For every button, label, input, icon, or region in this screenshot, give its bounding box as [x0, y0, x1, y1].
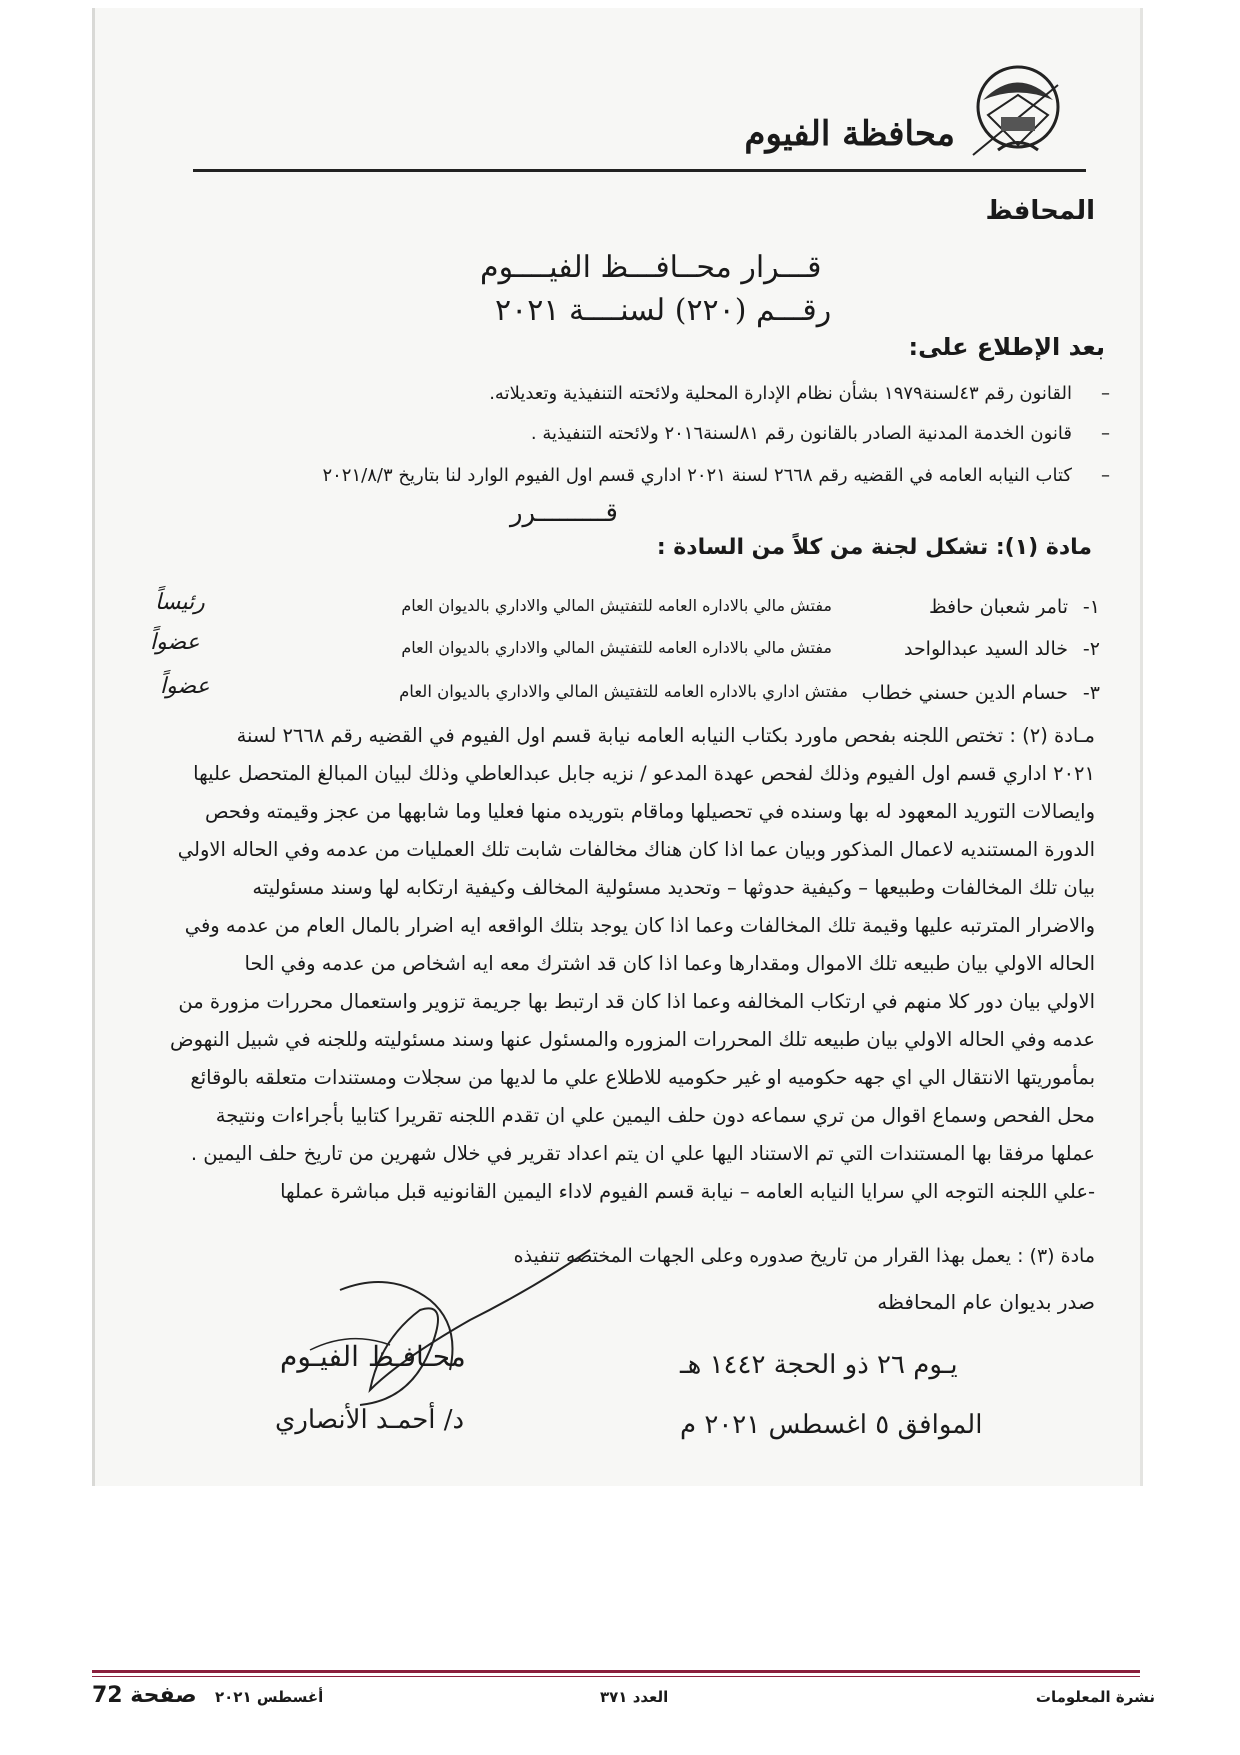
member-number: ٣-	[1082, 682, 1100, 704]
member-title: مفتش مالي بالاداره العامه للتفتيش المالي والاداري بالديوان العام	[401, 638, 832, 657]
signatory-title: محـافـظ الفيـوم	[280, 1340, 466, 1373]
article-2-line: ٢٠٢١ اداري قسم اول الفيوم وذلك لفحص عهدة المدعو / نزيه جابل عبدالعاطي وذلك لبيان المبالغ المتحصل عليها	[193, 762, 1095, 785]
article-2-line: مـادة (٢) : تختص اللجنه بفحص ماورد بكتاب النيابه العامه نيابة قسم اول الفيوم في القضيه رقم ٢٦٦٨ لسنة	[236, 724, 1095, 747]
article-2-line: عملها مرفقا بها المستندات التي تم الاستناد اليها علي ان يتم اعداد تقرير في خلال شهرين من تاريخ حلف اليمين .	[190, 1142, 1095, 1165]
article-2-line: بيان تلك المخالفات وطبيعها – وكيفية حدوثها – وتحديد مسئولية المخالف وكيفية ارتكابه لها وسند مسئوليته	[252, 876, 1095, 899]
member-role: رئيساً	[155, 590, 205, 615]
article-1-heading: مادة (١): تشكل لجنة من كلاً من السادة :	[656, 535, 1092, 560]
date-hijri: يـوم ٢٦ ذو الحجة ١٤٤٢ هـ	[680, 1350, 958, 1380]
issued-at: صدر بديوان عام المحافظه	[877, 1290, 1095, 1314]
signatory-name: د/ أحمـد الأنصاري	[275, 1405, 465, 1435]
member-name: حسام الدين حسني خطاب	[861, 682, 1068, 704]
header-divider	[193, 169, 1086, 172]
governorate-logo	[963, 55, 1073, 165]
footer-divider-thin	[92, 1676, 1140, 1677]
footer-issue: العدد ٣٧١	[600, 1688, 669, 1706]
preamble-item: – القانون رقم ٤٣لسنة١٩٧٩ بشأن نظام الإدارة المحلية ولائحته التنفيذية وتعديلاته.	[489, 383, 1072, 404]
member-name: تامر شعبان حافظ	[928, 596, 1068, 618]
footer-page-number: صفحة 72	[92, 1683, 197, 1708]
office-title: المحافظ	[985, 196, 1095, 226]
preamble-item: – قانون الخدمة المدنية الصادر بالقانون رقم ٨١لسنة٢٠١٦ ولائحته التنفيذية .	[531, 423, 1072, 444]
ruling-heading: قـــــــــرر	[510, 498, 618, 528]
decree-title: قـــرار محــافـــظ الفيــــوم	[480, 250, 822, 285]
member-number: ١-	[1082, 596, 1100, 618]
article-2-line: عدمه وفي الحاله الاولي بيان طبيعه تلك المحررات المزوره والمسئول عنها وسند مسئوليته وللجنه في شبيل النهوض	[170, 1028, 1095, 1051]
member-role: عضواً	[150, 630, 200, 655]
footer-month: أغسطس ٢٠٢١	[215, 1688, 324, 1706]
member-number: ٢-	[1082, 638, 1100, 660]
footer-bulletin: نشرة المعلومات	[1035, 1688, 1155, 1706]
preamble-heading: بعد الإطلاع على:	[908, 333, 1105, 361]
date-gregorian: الموافق ٥ اغسطس ٢٠٢١ م	[680, 1410, 983, 1440]
footer-divider	[92, 1670, 1140, 1673]
article-2-line: والاضرار المترتبه عليها وقيمة تلك المخالفات وعما اذا كان يوجد بتلك الواقعه ايه اضرار بالمال العام من عدمه وفي	[184, 914, 1095, 937]
governorate-name: محافظة الفيوم	[744, 114, 955, 154]
member-title: مفتش مالي بالاداره العامه للتفتيش المالي والاداري بالديوان العام	[401, 596, 832, 615]
signature-scribble	[250, 1230, 610, 1410]
decree-number: رقـــم (٢٢٠) لسنــــة ٢٠٢١	[495, 293, 832, 328]
member-role: عضواً	[160, 674, 210, 699]
article-2-line: الدورة المستنديه لاعمال المذكور وبيان عما اذا كان هناك مخالفات شابت تلك العمليات من عدمه وفي الحاله الاولي	[177, 838, 1095, 861]
article-2-line: وايصالات التوريد المعهود له بها وسنده في تحصيلها وماقام بتوريده منها فعليا وما شابهها من عجز وقيمته وفحص	[204, 800, 1095, 823]
member-name: خالد السيد عبدالواحد	[903, 638, 1068, 660]
article-2-line: الحاله الاولي بيان طبيعه تلك الاموال ومقدارها وعما اذا كان قد اشترك معه ايه اشخاص من عدمه وفي الحا	[244, 952, 1095, 975]
member-title: مفتش اداري بالاداره العامه للتفتيش المالي والاداري بالديوان العام	[399, 682, 848, 701]
article-2-line: بمأموريتها الانتقال الي اي جهه حكوميه او غير حكوميه للاطلاع علي ما لديها من سجلات ومستندات متعلقه بالوقائع	[190, 1066, 1095, 1089]
article-2-line: الاولي بيان دور كلا منهم في ارتكاب المخالفه وعما اذا كان قد ارتبط بها جريمة تزوير واستعمال محررات مزورة من	[178, 990, 1095, 1013]
article-3: مادة (٣) : يعمل بهذا القرار من تاريخ صدوره وعلى الجهات المختصه تنفيذه	[513, 1245, 1095, 1267]
article-2-line: محل الفحص وسماع اقوال من تري سماعه دون حلف اليمين علي ان تقدم اللجنه تقريرا كتابيا بأجراءات ونتيجة	[215, 1104, 1095, 1127]
preamble-item: – كتاب النيابه العامه في القضيه رقم ٢٦٦٨ لسنة ٢٠٢١ اداري قسم اول الفيوم الوارد لنا بتاريخ ٢٠٢١/٨/٣	[322, 465, 1072, 486]
article-2-line: -علي اللجنه التوجه الي سرايا النيابه العامه – نيابة قسم الفيوم لاداء اليمين القانونيه قبل مباشرة عملها	[280, 1180, 1095, 1203]
